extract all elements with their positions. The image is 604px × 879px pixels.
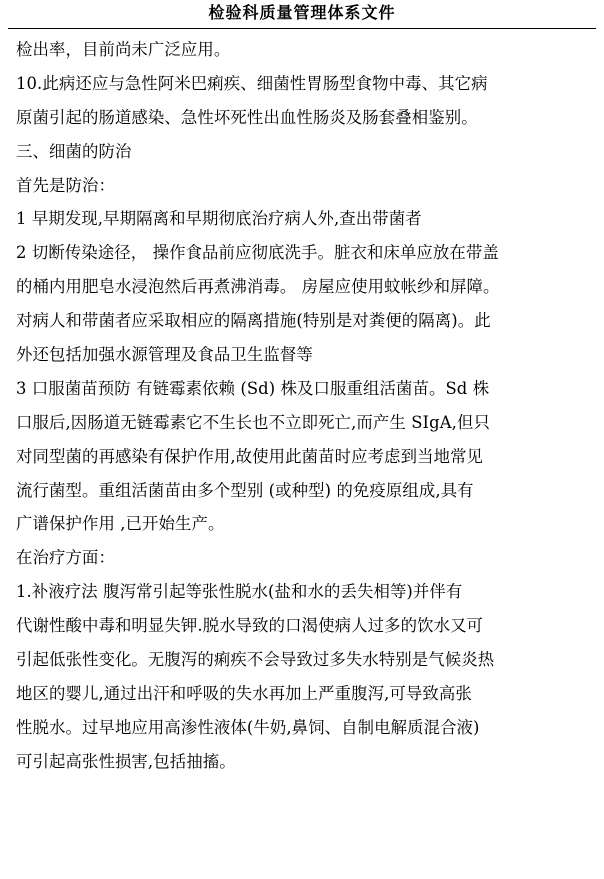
text-line: 外还包括加强水源管理及食品卫生监督等	[16, 345, 313, 365]
text-line: 代谢性酸中毒和明显失钾.脱水导致的口渴使病人过多的饮水又可	[16, 616, 484, 636]
text-line: 对同型菌的再感染有保护作用,故使用此菌苗时应考虑到当地常见	[16, 446, 484, 466]
text-line: 10.此病还应与急性阿米巴痢疾、细菌性胃肠型食物中毒、其它病	[16, 73, 488, 93]
text-line: 对病人和带菌者应采取相应的隔离措施(特别是对粪便的隔离)。此	[16, 311, 491, 331]
text-line: 性脱水。过早地应用高渗性液体(牛奶,鼻饲、自制电解质混合液)	[16, 717, 480, 737]
text-line: 口服后,因肠道无链霉素它不生长也不立即死亡,而产生 SIgA,但只	[16, 412, 490, 432]
document-header-title: 检验科质量管理体系文件	[208, 3, 396, 22]
section-heading: 三、细菌的防治	[16, 141, 132, 161]
text-line: 1 早期发现,早期隔离和早期彻底治疗病人外,查出带菌者	[16, 209, 422, 229]
text-line: 首先是防治：	[16, 175, 115, 195]
text-line: 的桶内用肥皂水浸泡然后再煮沸消毒。 房屋应使用蚊帐纱和屏障。	[16, 277, 500, 297]
text-line: 3 口服菌苗预防 有链霉素依赖 (Sd) 株及口服重组活菌苗。Sd 株	[16, 378, 490, 398]
text-line: 流行菌型。重组活菌苗由多个型别 (或种型) 的免疫原组成,具有	[16, 480, 474, 500]
text-line: 2 切断传染途径， 操作食品前应彻底洗手。脏衣和床单应放在带盖	[16, 243, 499, 263]
text-line: 广谱保护作用 ,已开始生产。	[16, 514, 225, 534]
text-line: 可引起高张性损害,包括抽搐。	[16, 751, 236, 771]
text-line: 原菌引起的肠道感染、急性坏死性出血性肠炎及肠套叠相鉴别。	[16, 107, 478, 127]
text-line: 在治疗方面：	[16, 548, 115, 568]
text-line: 引起低张性变化。无腹泻的痢疾不会导致过多失水特别是气候炎热	[16, 650, 495, 670]
text-line: 1.补液疗法 腹泻常引起等张性脱水(盐和水的丢失相等)并伴有	[16, 582, 463, 602]
header-divider	[8, 28, 596, 29]
document-body	[16, 33, 588, 779]
text-line: 地区的婴儿,通过出汗和呼吸的失水再加上严重腹泻,可导致高张	[16, 683, 472, 703]
text-line: 检出率，目前尚未广泛应用。	[16, 40, 231, 59]
